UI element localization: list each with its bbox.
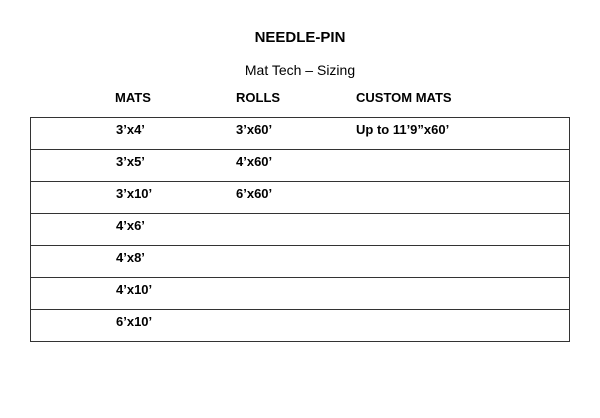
column-header-rolls: ROLLS (236, 90, 281, 105)
rolls-cell: 4’x60’ (236, 154, 273, 169)
table-row (30, 118, 570, 150)
mats-cell: 3’x4’ (116, 122, 145, 137)
mats-cell: 3’x5’ (116, 154, 145, 169)
mats-cell: 3’x10’ (116, 186, 153, 201)
document-title: NEEDLE-PIN (254, 29, 346, 46)
table-row (30, 214, 570, 246)
mats-cell: 4’x10’ (116, 282, 153, 297)
mats-cell: 6’x10’ (116, 314, 153, 329)
mats-cell: 4’x6’ (116, 218, 145, 233)
rolls-cell: 3’x60’ (236, 122, 273, 137)
column-header-mats: MATS (115, 90, 151, 105)
sizing-table (30, 117, 570, 342)
rolls-cell: 6’x60’ (236, 186, 273, 201)
table-row (30, 246, 570, 278)
table-row (30, 182, 570, 214)
table-row (30, 150, 570, 182)
column-header-custom-mats: CUSTOM MATS (356, 90, 452, 105)
custom-mats-cell: Up to 11’9”x60’ (356, 122, 450, 137)
document-subtitle: Mat Tech – Sizing (244, 62, 356, 78)
table-row (30, 310, 570, 342)
table-row (30, 278, 570, 310)
mats-cell: 4’x8’ (116, 250, 145, 265)
